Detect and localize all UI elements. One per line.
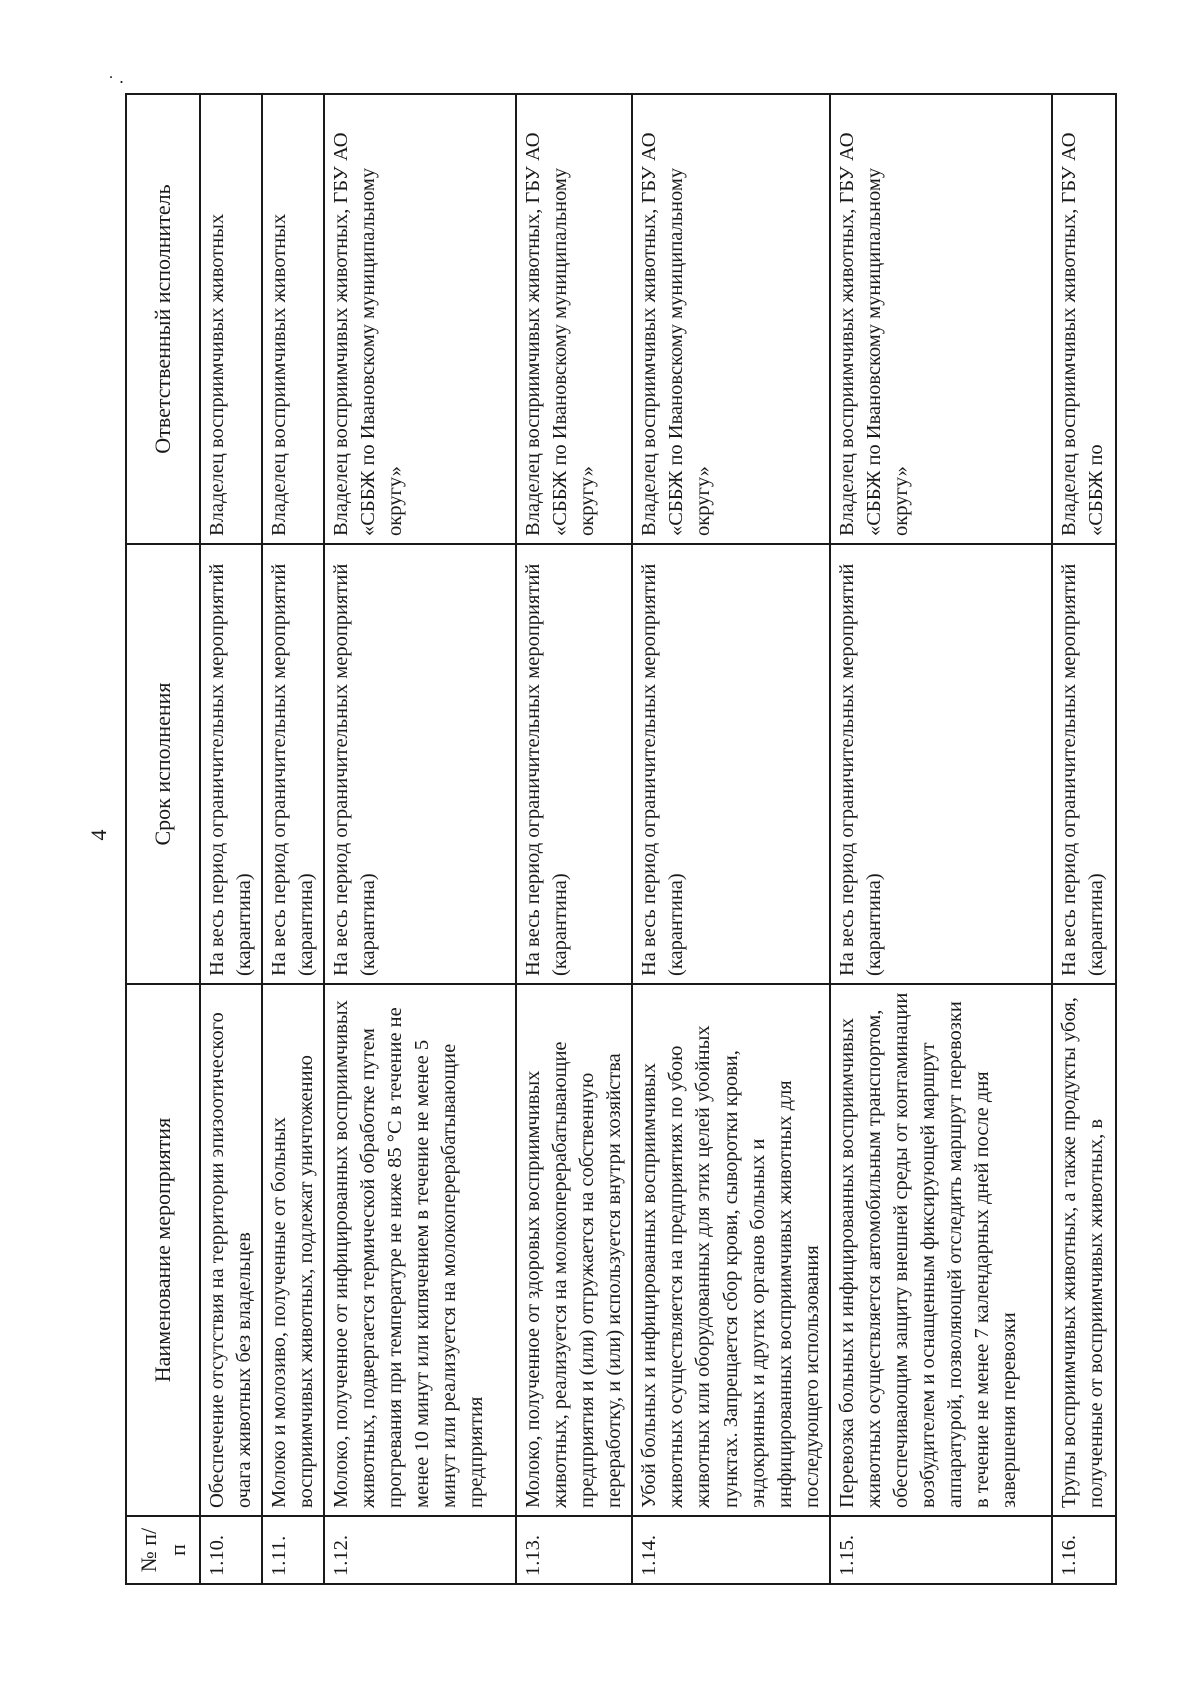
row-term: На весь период ограничительных мероприятий (карантина) [516, 544, 632, 984]
table-row [516, 94, 632, 1584]
row-num: 1.14. [632, 1516, 829, 1584]
header-name: Наименование мероприятия [126, 984, 200, 1516]
row-num: 1.15. [830, 1516, 1052, 1584]
page-number: 4 [86, 829, 111, 841]
row-name: Перевозка больных и инфицированных восприимчивых животных осуществляется автомобильным транспортом, обеспечивающим защиту внешней среды от контаминации возбудителем и оснащенным фиксирующей маршрут аппаратурой, позволяющей отследить маршрут перевозки в течение не менее 7 календарных дней после дня завершения перевозки [830, 984, 1052, 1516]
row-num: 1.16. [1052, 1516, 1116, 1584]
row-executor: Владелец восприимчивых животных, ГБУ АО «СББЖ по [1052, 94, 1116, 544]
row-num: 1.11. [262, 1516, 324, 1584]
scan-specks: ˙ · [108, 72, 125, 92]
header-executor: Ответственный исполнитель [126, 94, 200, 544]
table-row [830, 94, 1052, 1584]
header-num: № п/п [126, 1516, 200, 1584]
table-row [262, 94, 324, 1584]
row-executor: Владелец восприимчивых животных, ГБУ АО «СББЖ по Ивановскому муниципальному округу» [324, 94, 516, 544]
row-name: Трупы восприимчивых животных, а также продукты убоя, полученные от восприимчивых животных, в [1052, 984, 1116, 1516]
row-executor: Владелец восприимчивых животных, ГБУ АО «СББЖ по Ивановскому муниципальному округу» [632, 94, 829, 544]
row-name: Обеспечение отсутствия на территории эпизоотического очага животных без владельцев [200, 984, 262, 1516]
row-executor: Владелец восприимчивых животных [200, 94, 262, 544]
row-executor: Владелец восприимчивых животных [262, 94, 324, 544]
row-term: На весь период ограничительных мероприятий (карантина) [830, 544, 1052, 984]
row-term: На весь период ограничительных мероприятий (карантина) [200, 544, 262, 984]
row-name: Молоко, полученное от здоровых восприимчивых животных, реализуется на молокоперерабатывающие предприятия и (или) отгружается на собственную переработку, и (или) используется внутри хозяйства [516, 984, 632, 1516]
measures-table-rotated [125, 95, 1107, 1585]
measures-table [125, 93, 1117, 1585]
table-header-row [126, 94, 200, 1584]
header-term: Срок исполнения [126, 544, 200, 984]
row-term: На весь период ограничительных мероприятий (карантина) [324, 544, 516, 984]
row-num: 1.10. [200, 1516, 262, 1584]
table-row [632, 94, 829, 1584]
row-num: 1.12. [324, 1516, 516, 1584]
row-executor: Владелец восприимчивых животных, ГБУ АО «СББЖ по Ивановскому муниципальному округу» [516, 94, 632, 544]
row-name: Молоко и молозиво, полученные от больных восприимчивых животных, подлежат уничтожению [262, 984, 324, 1516]
table-row [200, 94, 262, 1584]
row-name: Молоко, полученное от инфицированных восприимчивых животных, подвергается термической обработке путем прогревания при температуре не ниже 85 °С в течение не менее 10 минут или кипячением в течение не менее 5 минут или реализуется на молокоперерабатывающие предприятия [324, 984, 516, 1516]
row-executor: Владелец восприимчивых животных, ГБУ АО «СББЖ по Ивановскому муниципальному округу» [830, 94, 1052, 544]
table-row [324, 94, 516, 1584]
row-term: На весь период ограничительных мероприятий (карантина) [262, 544, 324, 984]
row-name: Убой больных и инфицированных восприимчивых животных осуществляется на предприятиях по убою животных или оборудованных для этих целей убойных пунктах. Запрещается сбор крови, сыворотки крови, эндокринных и других органов больных и инфицированных восприимчивых животных для последующего использования [632, 984, 829, 1516]
row-term: На весь период ограничительных мероприятий (карантина) [632, 544, 829, 984]
row-num: 1.13. [516, 1516, 632, 1584]
table-row [1052, 94, 1116, 1584]
row-term: На весь период ограничительных мероприятий (карантина) [1052, 544, 1116, 984]
